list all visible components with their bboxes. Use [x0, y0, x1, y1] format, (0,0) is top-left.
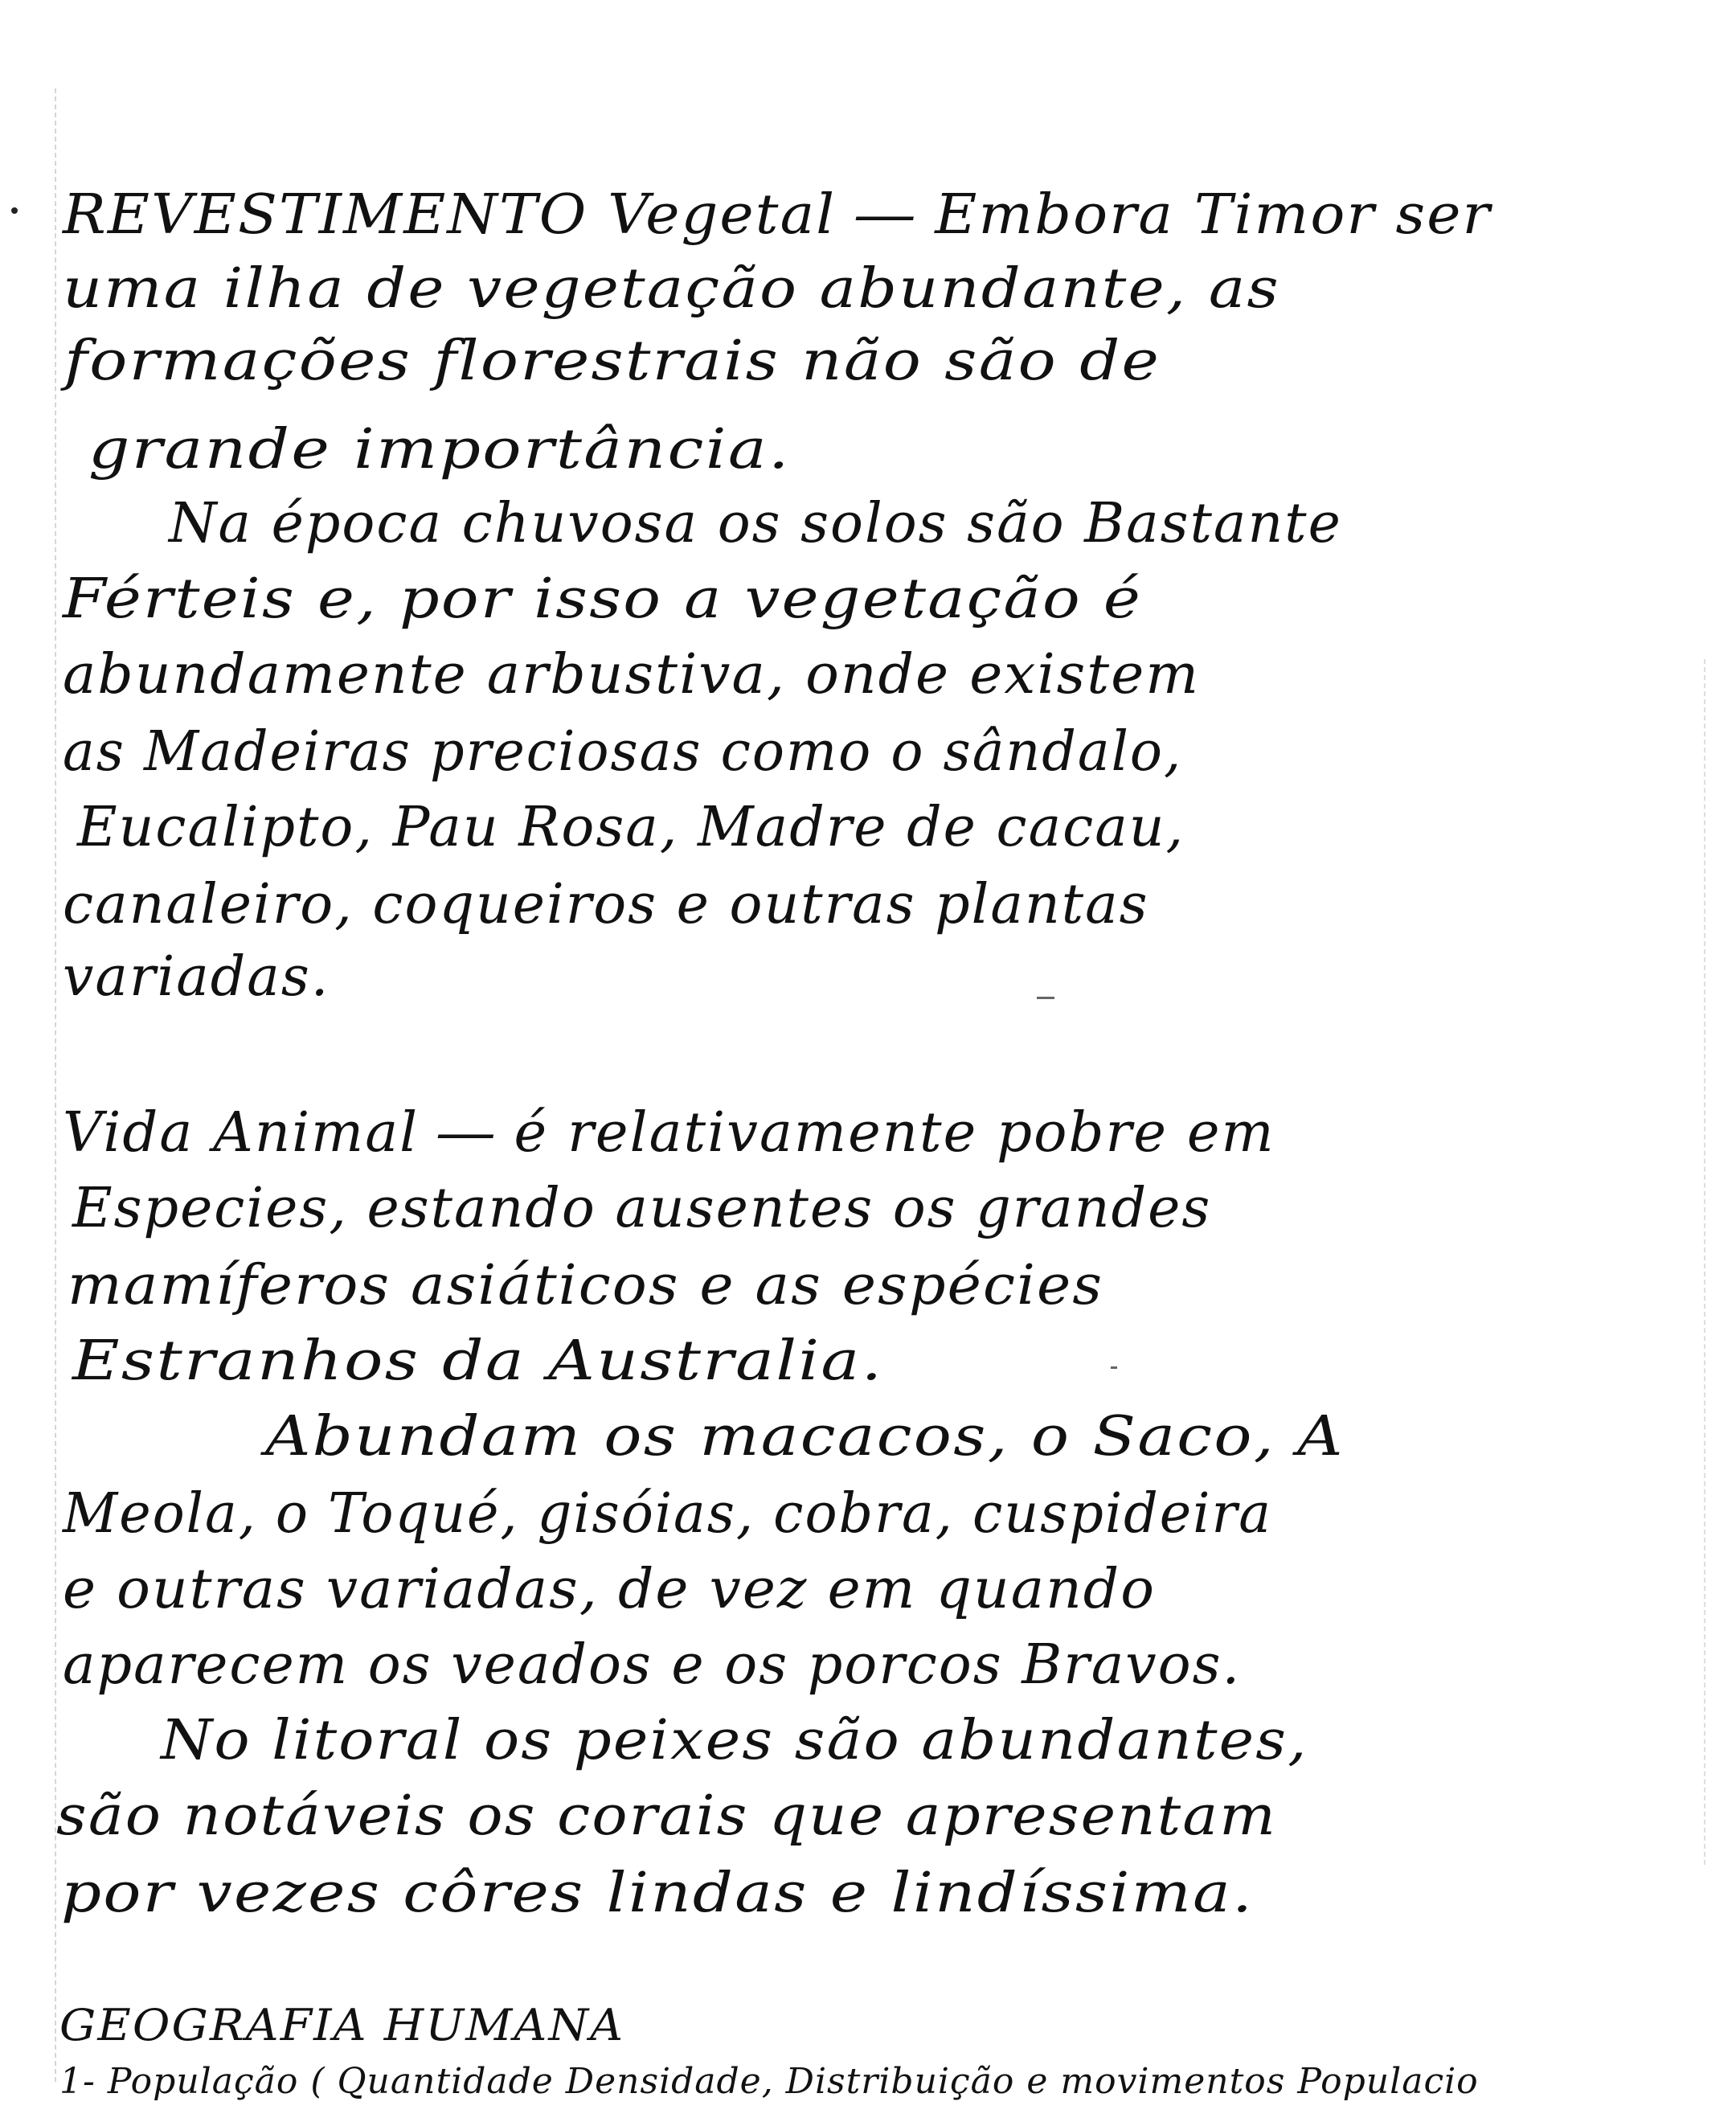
text-line-3: formações florestrais não são de: [64, 330, 1161, 393]
text-line-13: Especies, estando ausentes os grandes: [72, 1177, 1212, 1240]
text-line-19: aparecem os veados e os porcos Bravos.: [63, 1633, 1242, 1697]
stray-pen-mark: [1037, 997, 1054, 999]
text-line-11: variadas.: [63, 945, 330, 1009]
text-line-6: Férteis e, por isso a vegetação é: [63, 567, 1143, 631]
text-line-5: Na época chuvosa os solos são Bastante: [169, 492, 1342, 555]
text-line-22: por vezes côres lindas e lindíssima.: [61, 1862, 1255, 1925]
text-line-1: REVESTIMENTO Vegetal ― Embora Timor ser: [63, 183, 1492, 247]
text-line-10: canaleiro, coqueiros e outras plantas: [63, 873, 1149, 936]
text-line-9: Eucalipto, Pau Rosa, Madre de cacau,: [77, 796, 1185, 859]
text-line-12: Vida Animal ― é relativamente pobre em: [63, 1101, 1275, 1165]
text-line-2: uma ilha de vegetação abundante, as: [63, 257, 1280, 321]
margin-dot: [11, 207, 18, 214]
text-line-15: Estranhos da Australia.: [72, 1329, 884, 1393]
text-line-7: abundamente arbustiva, onde existem: [63, 643, 1201, 707]
stray-pen-mark: [1111, 1366, 1117, 1369]
text-line-18: e outras variadas, de vez em quando: [63, 1558, 1157, 1621]
right-margin-rule: [1704, 659, 1705, 1865]
text-line-8: as Madeiras preciosas como o sândalo,: [63, 720, 1183, 784]
section-heading-geografia-humana: GEOGRAFIA HUMANA: [59, 2000, 625, 2050]
text-line-21: são notáveis os corais que apresentam: [56, 1784, 1278, 1848]
text-line-14: mamíferos asiáticos e as espécies: [68, 1254, 1104, 1317]
text-line-24: 1- População ( Quantidade Densidade, Distribuição e movimentos Populacio: [59, 2061, 1479, 2102]
text-line-20: No litoral os peixes são abundantes,: [161, 1709, 1308, 1772]
left-margin-rule: [55, 88, 56, 2082]
text-line-4: grande importância.: [88, 418, 791, 481]
text-line-17: Meola, o Toqué, gisóias, cobra, cuspideira: [63, 1482, 1272, 1546]
text-line-16: Abundam os macacos, o Saco, A: [265, 1405, 1345, 1469]
